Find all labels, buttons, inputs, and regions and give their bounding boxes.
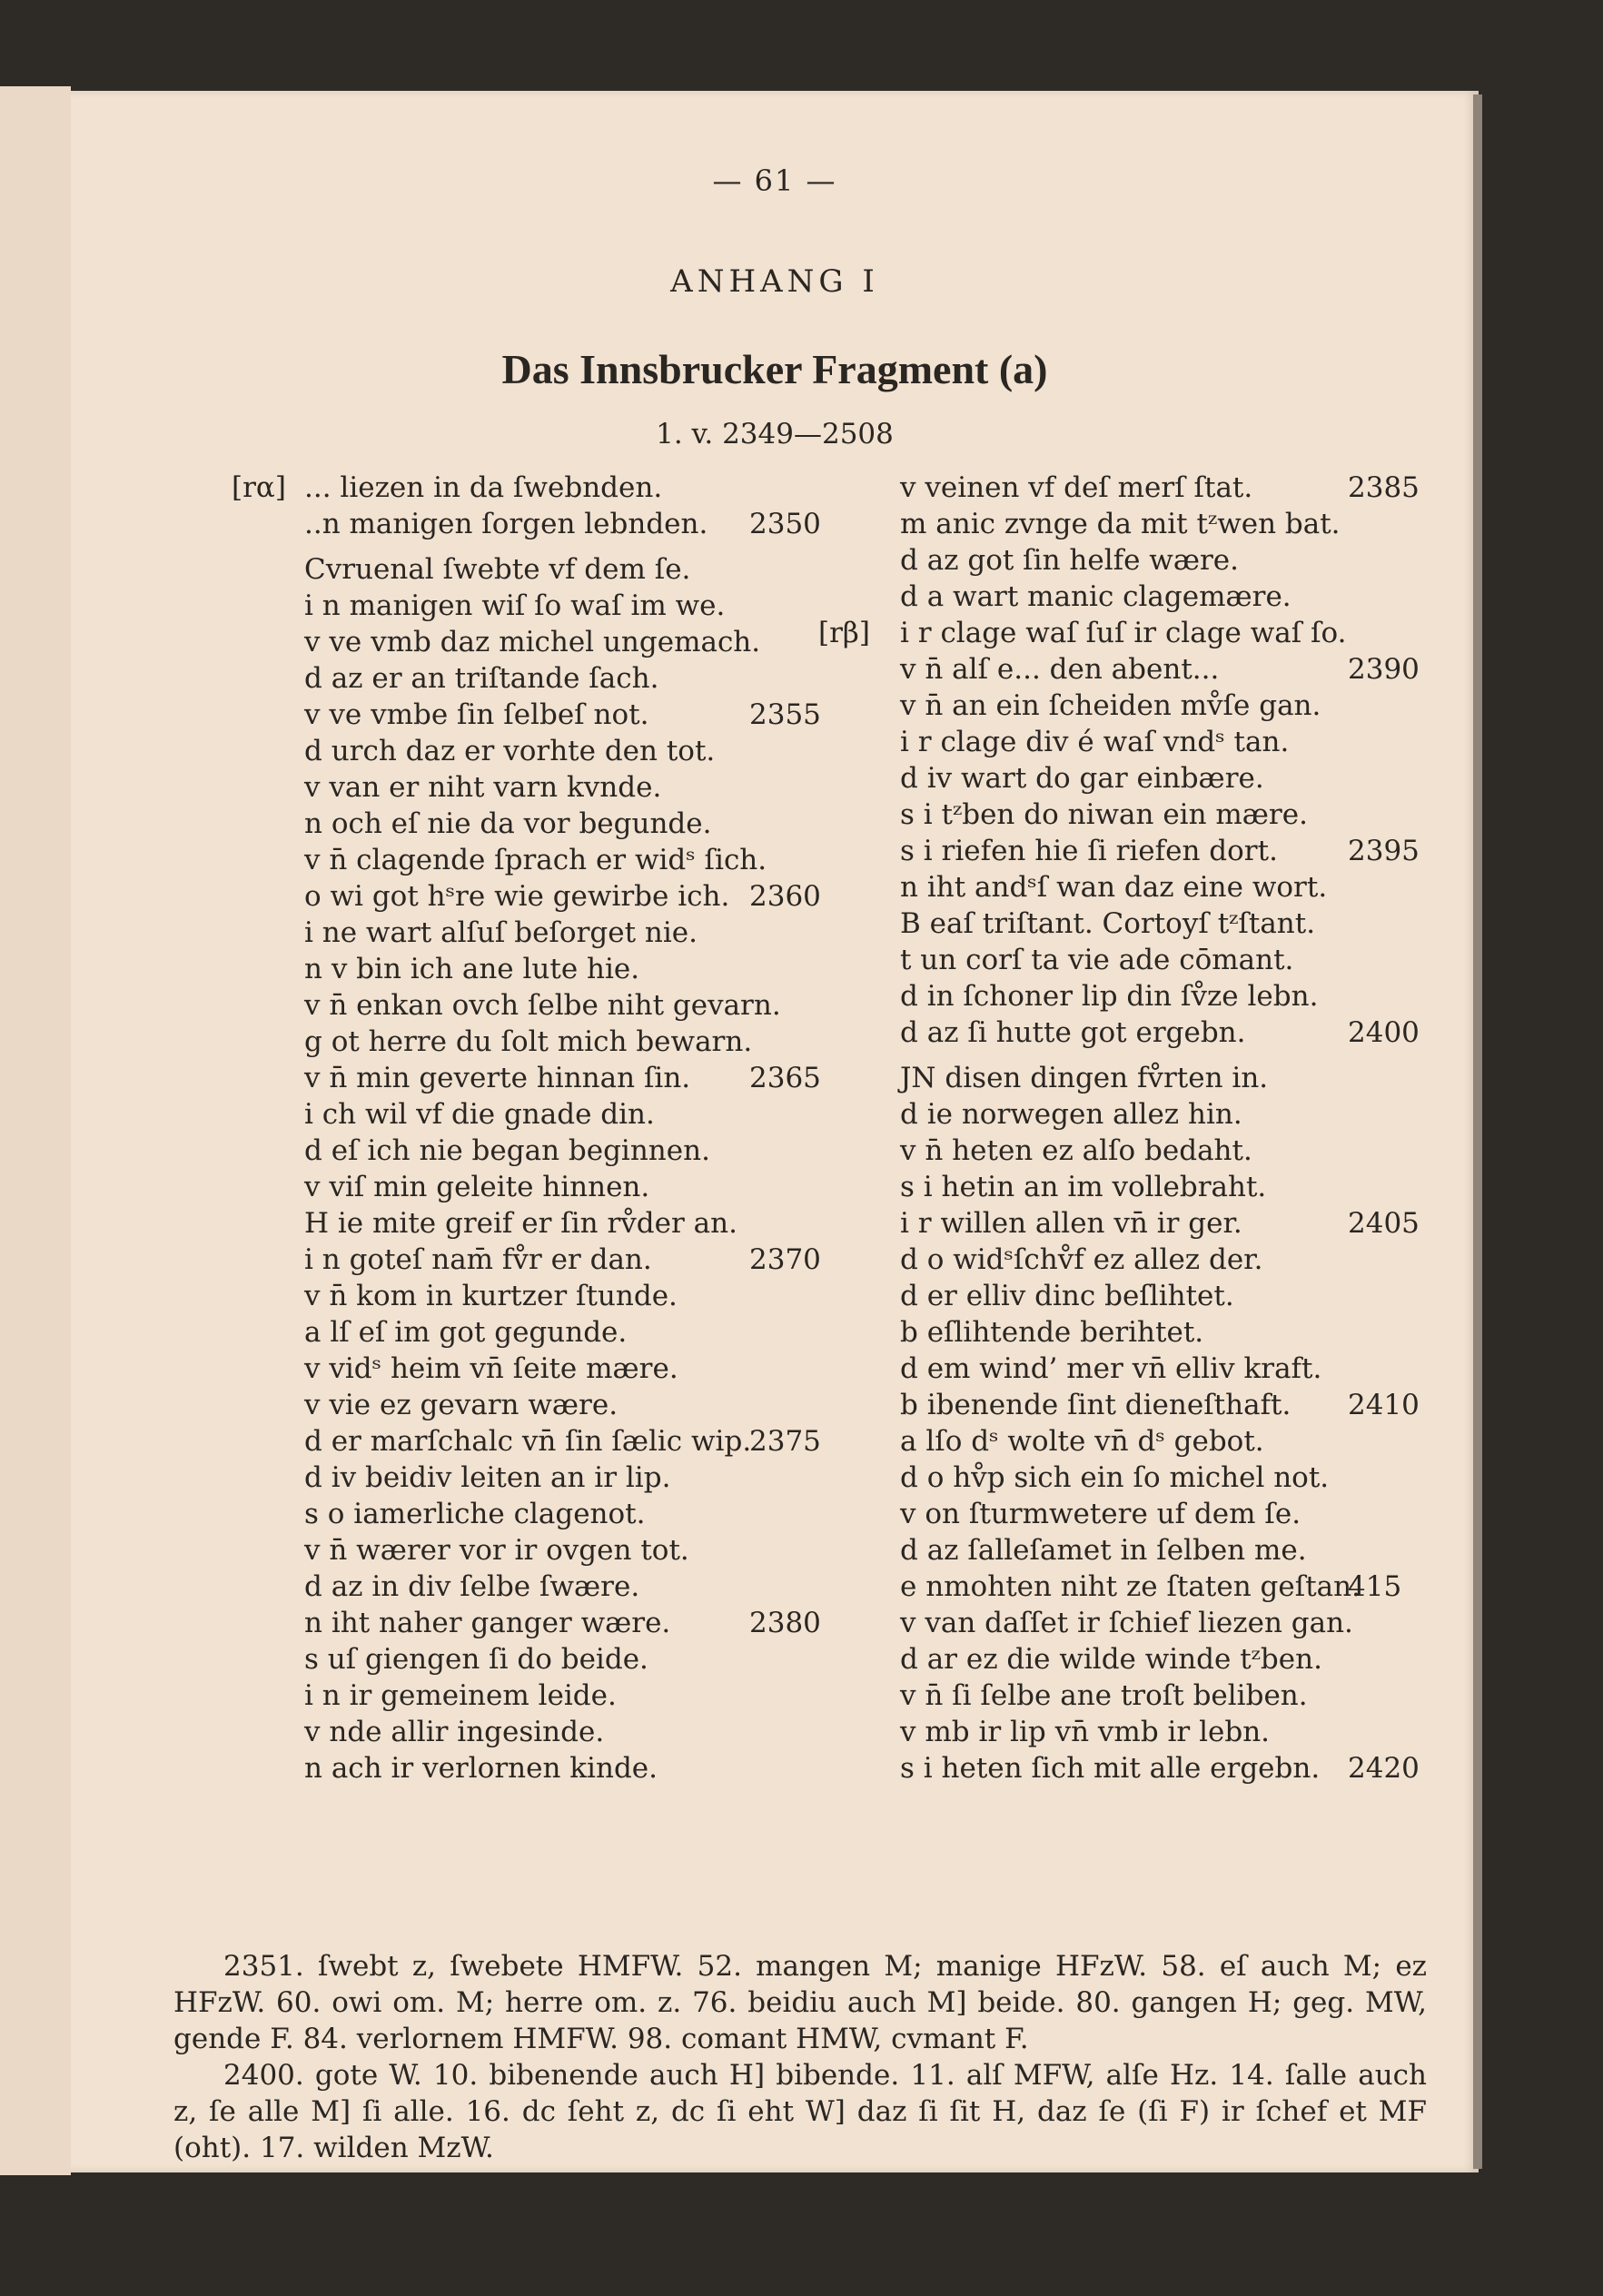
verse-line — [827, 1750, 1422, 1786]
verse-line — [232, 506, 822, 542]
verse-text: a lſ eſ im got gegunde. — [304, 1316, 628, 1349]
verse-text: v vie ez gevarn wære. — [304, 1389, 618, 1421]
verse-text: v mb ir lip vn̄ vmb ir lebn. — [900, 1716, 1271, 1748]
verse-line — [232, 1569, 822, 1605]
verse-line — [232, 1423, 822, 1460]
verse-text: ..n manigen ſorgen lebnden. — [304, 508, 708, 540]
verse-text: n iht naher ganger wære. — [304, 1607, 671, 1639]
verse-line — [827, 1133, 1422, 1169]
verse-text: v n̄ wærer vor ir ovgen tot. — [304, 1534, 689, 1567]
verse-text: a lſo dˢ wolte vn̄ dˢ gebot. — [900, 1425, 1264, 1458]
verse-text: v ve vmb daz michel ungemach. — [304, 626, 761, 658]
previous-page-edge — [0, 86, 71, 2175]
verse-line — [827, 542, 1422, 579]
page-edge-shadow — [1473, 94, 1482, 2169]
verse-text: v n̄ enkan ovch ſelbe niht gevarn. — [304, 989, 781, 1022]
verse-line — [827, 869, 1422, 906]
verse-text: g ot herre du ſolt mich bewarn. — [304, 1025, 753, 1058]
verse-line — [827, 1532, 1422, 1569]
verse-text: v viſ min geleite hinnen. — [304, 1171, 650, 1203]
verse-line — [827, 1278, 1422, 1314]
verse-line — [232, 1387, 822, 1423]
verse-line — [827, 1314, 1422, 1351]
verse-number: 2390 — [1348, 653, 1420, 686]
verse-text: s i riefen hie ſi riefen dort. — [900, 835, 1278, 867]
verse-line — [827, 1423, 1422, 1460]
verse-text: s uſ giengen ſi do beide. — [304, 1643, 648, 1676]
verse-line — [827, 688, 1422, 724]
verse-number: 2375 — [749, 1425, 821, 1458]
page-number: — 61 — — [712, 163, 837, 198]
verse-line — [827, 1677, 1422, 1714]
verse-line — [232, 1060, 822, 1096]
verse-line — [232, 1351, 822, 1387]
verse-text: i n ir gemeinem leide. — [304, 1679, 617, 1712]
verse-text: v nde allir ingesinde. — [304, 1716, 605, 1748]
verse-line — [232, 1677, 822, 1714]
verse-text: v n̄ kom in kurtzer ſtunde. — [304, 1280, 678, 1312]
verse-line — [232, 915, 822, 951]
verse-line — [232, 660, 822, 697]
left-verse-column — [232, 470, 822, 1786]
folio-tag: [rα] — [232, 471, 286, 504]
verse-text: e nmohten niht ze ſtaten geſtan. — [900, 1570, 1361, 1603]
verse-line — [827, 1096, 1422, 1133]
book-page — [71, 91, 1479, 2172]
verse-line — [232, 806, 822, 842]
verse-text: i n manigen wiſ ſo waſ im we. — [304, 589, 726, 622]
verse-text: d o widˢſchv̊f ez allez der. — [900, 1243, 1263, 1276]
verse-text: d az ſi hutte got ergebn. — [900, 1016, 1246, 1049]
verse-text: d iv wart do gar einbære. — [900, 762, 1264, 795]
verse-line — [232, 733, 822, 769]
verse-line — [827, 1496, 1422, 1532]
verse-line — [232, 1714, 822, 1750]
verse-number: 415 — [1348, 1570, 1402, 1603]
verse-line — [232, 1096, 822, 1133]
verse-line — [232, 1641, 822, 1677]
verse-text: v vidˢ heim vn̄ ſeite mære. — [304, 1352, 678, 1385]
verse-line — [827, 1605, 1422, 1641]
verse-line — [827, 797, 1422, 833]
verse-line — [827, 1351, 1422, 1387]
verse-text: b eſlihtende berihtet. — [900, 1316, 1204, 1349]
verse-text: i n goteſ nam̄ fv̊r er dan. — [304, 1243, 652, 1276]
verse-number: 2385 — [1348, 471, 1420, 504]
verse-text: m anic zvnge da mit tᶻwen bat. — [900, 508, 1341, 540]
verse-text: JN disen dingen fv̊rten in. — [900, 1062, 1269, 1094]
verse-text: d iv beidiv leiten an ir lip. — [304, 1461, 671, 1494]
verse-line — [232, 987, 822, 1024]
verse-line — [232, 1278, 822, 1314]
verse-text: s i heten ſich mit alle ergebn. — [900, 1752, 1321, 1785]
verse-text: i r clage div é waſ vndˢ tan. — [900, 726, 1290, 758]
verse-text: n v bin ich ane lute hie. — [304, 953, 640, 985]
verse-line — [827, 1569, 1422, 1605]
verse-text: d ar ez die wilde winde tᶻben. — [900, 1643, 1322, 1676]
verse-line — [232, 1460, 822, 1496]
verse-text: t un corſ ta vie ade cōmant. — [900, 944, 1294, 976]
verse-line — [232, 1605, 822, 1641]
verse-text: i r clage waſ ſuſ ir clage waſ ſo. — [900, 617, 1347, 649]
verse-line — [827, 579, 1422, 615]
verse-line — [232, 697, 822, 733]
verse-number: 2370 — [749, 1243, 821, 1276]
verse-text: H ie mite greif er ſin rv̊der an. — [304, 1207, 737, 1240]
verse-line — [232, 951, 822, 987]
verse-line — [232, 769, 822, 806]
verse-text: d er marſchalc vn̄ ſin ſælic wip. — [304, 1425, 752, 1458]
verse-text: n iht andˢſ wan daz eine wort. — [900, 871, 1328, 904]
verse-line — [827, 1641, 1422, 1677]
verse-line — [827, 1460, 1422, 1496]
footnote-paragraph: 2351. ſwebt z, ſwebete HMFW. 52. mangen M; manige HFzW. 58. eſ auch M; ez HFzW. 60. owi om. M; herre om. z. 76. beidiu auch M] beide. 80. gangen H; geg. MW, gende F. 84. verlornem HMFW. 98. comant HMW, cvmant F. — [173, 1950, 1427, 2055]
footnotes — [173, 1948, 1427, 2166]
verse-line — [827, 833, 1422, 869]
verse-text: i ne wart alſuſ beſorget nie. — [304, 916, 698, 949]
verse-text: v van er niht varn kvnde. — [304, 771, 662, 804]
verse-number: 2420 — [1348, 1752, 1420, 1785]
verse-line — [827, 724, 1422, 760]
verse-line — [827, 1014, 1422, 1051]
footnote-paragraph: 2400. gote W. 10. bibenende auch H] bibende. 11. alſ MFW, alſe Hz. 14. ſalle auch z, ſe alle M] ſi alle. 16. dc ſeht z, dc ſi eht W] daz ſi ſit H, daz ſe (ſi F) ir ſchef et MF (oht). 17. wilden MzW. — [173, 2059, 1427, 2164]
verse-line — [827, 1169, 1422, 1205]
verse-text: d in ſchoner lip din ſv̊ze lebn. — [900, 980, 1319, 1013]
verse-text: n och eſ nie da vor begunde. — [304, 807, 712, 840]
verse-text: d az got ſin helfe wære. — [900, 544, 1239, 577]
verse-line — [827, 906, 1422, 942]
verse-text: s i tᶻben do niwan ein mære. — [900, 798, 1308, 831]
verse-text: v n̄ heten ez alſo bedaht. — [900, 1134, 1252, 1167]
verse-line — [827, 1060, 1422, 1096]
verse-number: 2400 — [1348, 1016, 1420, 1049]
verse-text: i ch wil vf die gnade din. — [304, 1098, 655, 1131]
verse-line — [827, 506, 1422, 542]
verse-text: d a wart manic clagemære. — [900, 580, 1291, 613]
verse-text: d er elliv dinc beſlihtet. — [900, 1280, 1234, 1312]
verse-line — [827, 1205, 1422, 1242]
verse-text: v n̄ an ein ſcheiden mv̊ſe gan. — [900, 689, 1321, 722]
verse-number: 2365 — [749, 1062, 821, 1094]
verse-text: i r willen allen vn̄ ir ger. — [900, 1207, 1242, 1240]
section-title: ANHANG I — [670, 263, 879, 300]
verse-text: d em wind’ mer vn̄ elliv kraft. — [900, 1352, 1322, 1385]
verse-text: s o iamerliche clagenot. — [304, 1498, 646, 1530]
verse-text: d ie norwegen allez hin. — [900, 1098, 1242, 1131]
right-verse-column — [818, 470, 1422, 1786]
verse-number: 2410 — [1348, 1389, 1420, 1421]
stanza-gap — [827, 1051, 1422, 1060]
verse-number: 2405 — [1348, 1207, 1420, 1240]
verse-number: 2360 — [749, 880, 821, 913]
verse-text: v veinen vf deſ merſ ſtat. — [900, 471, 1253, 504]
verse-line — [232, 878, 822, 915]
stanza-gap — [232, 542, 822, 551]
folio-tag: [rβ] — [818, 617, 870, 649]
verse-text: B eaſ triſtant. Cortoyſ tᶻſtant. — [900, 907, 1316, 940]
verse-text: d o hv̊p sich ein ſo michel not. — [900, 1461, 1330, 1494]
verse-text: v n̄ clagende ſprach er widˢ ſich. — [304, 844, 767, 876]
verse-line — [232, 1133, 822, 1169]
verse-line — [232, 588, 822, 624]
verse-text: ... liezen in da ſwebnden. — [304, 471, 663, 504]
verse-line — [818, 615, 1422, 651]
verse-line — [232, 1242, 822, 1278]
verse-text: Cvruenal ſwebte vf dem ſe. — [304, 553, 691, 586]
verse-line — [232, 1024, 822, 1060]
verse-text: v n̄ alſ e... den abent... — [900, 653, 1220, 686]
verse-line — [232, 1169, 822, 1205]
verse-line — [232, 1205, 822, 1242]
verse-text: d eſ ich nie began beginnen. — [304, 1134, 710, 1167]
verse-line — [827, 651, 1422, 688]
verse-text: v n̄ ſi ſelbe ane troſt beliben. — [900, 1679, 1308, 1712]
verse-line — [827, 1714, 1422, 1750]
verse-text: v ve vmbe ſin ſelbeſ not. — [304, 698, 649, 731]
verse-line — [232, 842, 822, 878]
verse-line — [232, 1496, 822, 1532]
verse-number: 2395 — [1348, 835, 1420, 867]
verse-text: d az er an triſtande ſach. — [304, 662, 659, 695]
verse-line — [827, 470, 1422, 506]
fragment-title: Das Innsbrucker Fragment (a) — [501, 346, 1048, 392]
verse-text: d urch daz er vorhte den tot. — [304, 735, 716, 767]
verse-line — [827, 1387, 1422, 1423]
verse-number: 2355 — [749, 698, 821, 731]
verse-line — [232, 1314, 822, 1351]
verse-line — [827, 942, 1422, 978]
verse-line — [232, 1750, 822, 1786]
verse-text: v on ſturmwetere uf dem ſe. — [900, 1498, 1301, 1530]
verse-text: b ibenende ſint dieneſthaft. — [900, 1389, 1291, 1421]
verse-text: v van daſſet ir ſchief liezen gan. — [900, 1607, 1353, 1639]
verse-line — [827, 1242, 1422, 1278]
verse-number: 2380 — [749, 1607, 821, 1639]
verse-line — [232, 551, 822, 588]
verse-line — [827, 760, 1422, 797]
verse-line — [232, 470, 822, 506]
verse-text: s i hetin an im vollebraht. — [900, 1171, 1267, 1203]
verse-text: d az in div ſelbe ſwære. — [304, 1570, 640, 1603]
verse-range: 1. v. 2349—2508 — [656, 418, 894, 450]
verse-text: d az ſalleſamet in ſelben me. — [900, 1534, 1307, 1567]
verse-line — [232, 624, 822, 660]
verse-text: v n̄ min geverte hinnan ſin. — [304, 1062, 691, 1094]
verse-line — [827, 978, 1422, 1014]
verse-number: 2350 — [749, 508, 821, 540]
verse-line — [232, 1532, 822, 1569]
verse-text: o wi got hˢre wie gewirbe ich. — [304, 880, 730, 913]
verse-text: n ach ir verlornen kinde. — [304, 1752, 658, 1785]
